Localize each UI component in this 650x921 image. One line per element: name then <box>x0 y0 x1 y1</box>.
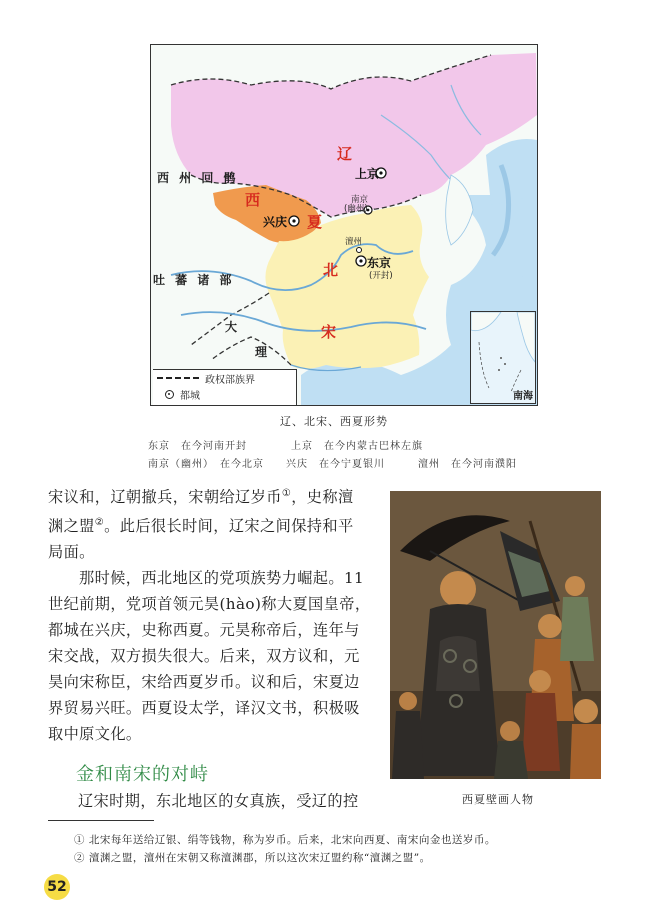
legend-boundary <box>153 370 296 386</box>
label-xingqing: 兴庆 <box>263 215 288 229</box>
label-dali-2: 理 <box>255 345 271 359</box>
dongjing-marker <box>356 256 366 266</box>
footnote-1 <box>74 832 496 847</box>
map-note-row-2: 南京（幽州） 在今北京 兴庆 在今宁夏银川 澶州 在今河南濮阳 <box>148 459 517 470</box>
map-note-row-1: 东京 在今河南开封 上京 在今内蒙古巴林左旗 <box>148 441 423 452</box>
para2-line7: 取中原文化。 <box>48 725 142 744</box>
photo-caption: 西夏壁画人物 <box>462 793 534 806</box>
label-nanhai: 南海 <box>513 391 533 402</box>
label-xixia-2: 夏 <box>307 213 323 231</box>
label-xizhou-huihu: 西 州 回 鹘 <box>157 171 239 185</box>
para1-line3: 局面。 <box>48 543 95 562</box>
label-liao: 辽 <box>337 145 353 163</box>
label-shangjing: 上京 <box>355 167 380 181</box>
label-tubo: 吐 蕃 诸 部 <box>153 273 235 287</box>
footnote-text: 澶渊之盟，澶州在宋朝又称澶渊郡，所以这次宋辽盟约称“澶渊之盟”。 <box>88 852 431 864</box>
page-number: 52 <box>44 874 70 900</box>
label-chanzhou: 澶州 <box>345 237 363 247</box>
legend-capital <box>153 386 296 402</box>
label-dongjing: 东京 <box>367 256 392 270</box>
footnote-mark: ① <box>74 834 85 846</box>
para2-line3: 都城在兴庆，史称西夏。元昊称帝后，连年与 <box>48 621 360 640</box>
section-title: 金和南宋的对峙 <box>76 764 209 785</box>
label-dali-1: 大 <box>225 320 241 334</box>
xingqing-marker <box>289 216 299 226</box>
label-xixia-1: 西 <box>245 191 261 209</box>
text: 。此后很长时间，辽宋之间保持和平 <box>104 517 354 536</box>
map-caption: 辽、北宋、西夏形势 <box>280 415 388 428</box>
legend-capital-label: 都城 <box>180 390 200 402</box>
xixia-mural-photo <box>390 491 601 779</box>
footnote-2 <box>74 850 431 865</box>
label-dongjing-sub: (开封) <box>369 271 393 281</box>
boundary-dash-icon <box>157 377 199 379</box>
footnote-ref-2[interactable]: ② <box>94 517 105 529</box>
label-nanjing: 南京 <box>351 195 369 205</box>
text: ，史称澶 <box>291 488 354 507</box>
footnote-mark: ② <box>74 852 85 864</box>
chanzhou-marker <box>357 248 362 253</box>
south-sea-inset <box>470 311 536 404</box>
map-legend <box>153 369 297 405</box>
legend-boundary-label: 政权部族界 <box>205 374 255 386</box>
mural-drawing <box>390 491 601 779</box>
text: 渊之盟 <box>48 517 95 536</box>
para1-line2 <box>48 510 383 539</box>
para2-line2: 世纪前期，党项首领元昊(hào)称大夏国皇帝， <box>48 595 371 614</box>
para2-line1: 那时候，西北地区的党项族势力崛起。11 <box>79 569 365 588</box>
para2-line4: 宋交战，双方损失很大。后来，双方议和，元 <box>48 647 360 666</box>
label-beisong-2: 宋 <box>321 323 337 341</box>
body-text <box>48 481 383 747</box>
footnote-ref-1[interactable]: ① <box>281 488 292 499</box>
label-beisong-1: 北 <box>323 261 339 279</box>
footnote-text: 北宋每年送给辽银、绢等钱物，称为岁币。后来，北宋向西夏、南宋向金也送岁币。 <box>88 834 496 846</box>
para1-line1 <box>48 481 383 510</box>
section-first-line: 辽宋时期，东北地区的女真族，受辽的控 <box>78 792 359 810</box>
text: 宋议和，辽朝撤兵，宋朝给辽岁币 <box>48 488 282 507</box>
footnote-divider <box>48 820 154 821</box>
label-nanjing-sub: (幽州) <box>344 204 368 214</box>
capital-symbol-icon <box>165 390 174 399</box>
para2-line6: 界贸易兴旺。西夏设太学，译汉文书，积极吸 <box>48 699 360 718</box>
historical-map <box>150 44 538 406</box>
para2-line5: 昊向宋称臣，宋给西夏岁币。议和后，宋夏边 <box>48 673 360 692</box>
